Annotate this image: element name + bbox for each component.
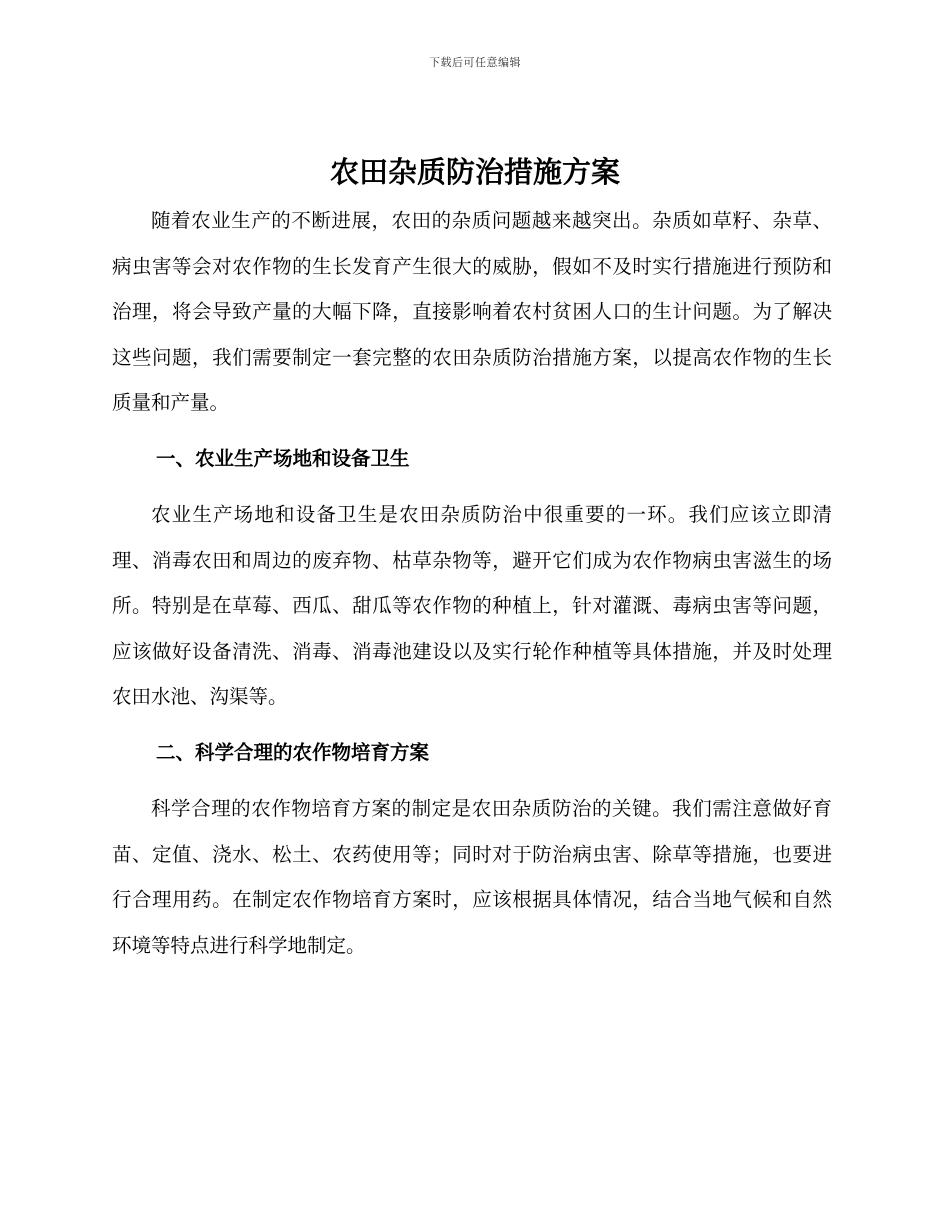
section-body-2: 科学合理的农作物培育方案的制定是农田杂质防治的关键。我们需注意做好育苗、定值、浇水、松土、农药使用等；同时对于防治病虫害、除草等措施，也要进行合理用药。在制定农作物培育方案时，应该根据具体情况，结合当地气候和自然环境等特点进行科学地制定。 (112, 797, 832, 957)
section-body-1: 农业生产场地和设备卫生是农田杂质防治中很重要的一环。我们应该立即清理、消毒农田和周边的废弃物、枯草杂物等，避开它们成为农作物病虫害滋生的场所。特别是在草莓、西瓜、甜瓜等农作物的种植上，针对灌溉、毒病虫害等问题，应该做好设备清洗、消毒、消毒池建设以及实行轮作种植等具体措施，并及时处理农田水池、沟渠等。 (112, 503, 832, 708)
page-header-note: 下载后可任意编辑 (429, 56, 521, 69)
document-body (112, 198, 832, 968)
section-heading-1: 一、农业生产场地和设备卫生 (156, 446, 410, 470)
section-heading-2: 二、科学合理的农作物培育方案 (156, 740, 430, 764)
document-title: 农田杂质防治措施方案 (329, 155, 620, 189)
intro-paragraph: 随着农业生产的不断进展，农田的杂质问题越来越突出。杂质如草籽、杂草、病虫害等会对农作物的生长发育产生很大的威胁，假如不及时实行措施进行预防和治理，将会导致产量的大幅下降，直接影响着农村贫困人口的生计问题。为了解决这些问题，我们需要制定一套完整的农田杂质防治措施方案，以提高农作物的生长质量和产量。 (112, 209, 832, 414)
